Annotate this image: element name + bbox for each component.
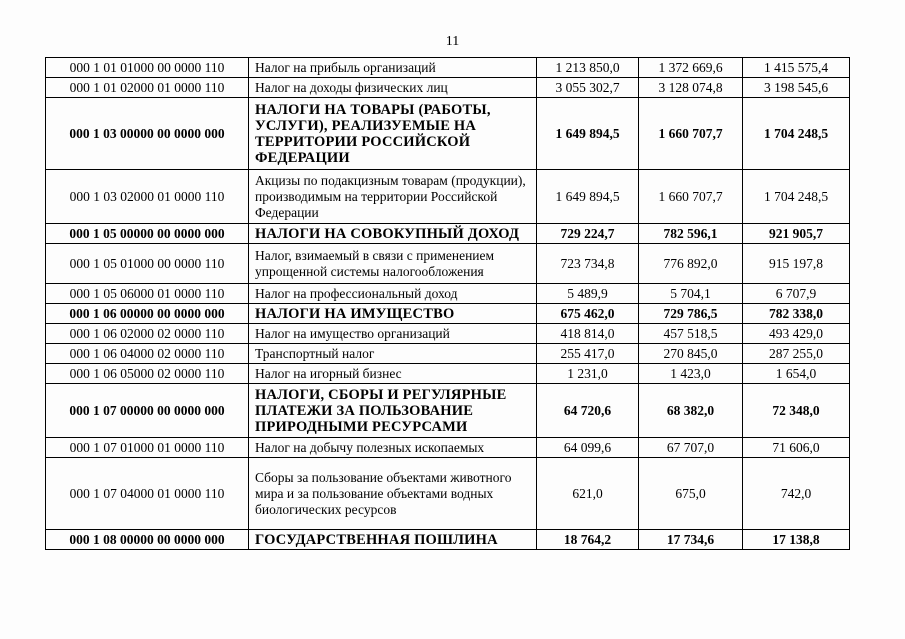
row-value-3: 782 338,0 xyxy=(743,304,850,324)
row-value-3: 1 654,0 xyxy=(743,364,850,384)
row-code: 000 1 06 04000 02 0000 110 xyxy=(46,344,249,364)
row-value-2: 675,0 xyxy=(639,458,743,530)
row-name: Налог на прибыль организаций xyxy=(249,58,537,78)
row-value-1: 1 231,0 xyxy=(537,364,639,384)
row-name: Налог на имущество организаций xyxy=(249,324,537,344)
table-row xyxy=(46,364,850,384)
row-value-3: 1 415 575,4 xyxy=(743,58,850,78)
row-code: 000 1 01 01000 00 0000 110 xyxy=(46,58,249,78)
row-value-2: 1 372 669,6 xyxy=(639,58,743,78)
table-row xyxy=(46,284,850,304)
row-value-2: 68 382,0 xyxy=(639,384,743,438)
table-row xyxy=(46,78,850,98)
row-value-2: 457 518,5 xyxy=(639,324,743,344)
row-value-2: 1 660 707,7 xyxy=(639,98,743,170)
row-name: НАЛОГИ НА СОВОКУПНЫЙ ДОХОД xyxy=(249,224,537,244)
table-row xyxy=(46,304,850,324)
table-row xyxy=(46,458,850,530)
row-value-1: 64 099,6 xyxy=(537,438,639,458)
table-row xyxy=(46,324,850,344)
table-row xyxy=(46,384,850,438)
row-value-3: 287 255,0 xyxy=(743,344,850,364)
row-code: 000 1 05 06000 01 0000 110 xyxy=(46,284,249,304)
row-code: 000 1 06 05000 02 0000 110 xyxy=(46,364,249,384)
row-value-3: 1 704 248,5 xyxy=(743,98,850,170)
row-name: Налог на профессиональный доход xyxy=(249,284,537,304)
row-value-3: 921 905,7 xyxy=(743,224,850,244)
row-code: 000 1 03 00000 00 0000 000 xyxy=(46,98,249,170)
row-code: 000 1 07 04000 01 0000 110 xyxy=(46,458,249,530)
row-code: 000 1 06 00000 00 0000 000 xyxy=(46,304,249,324)
row-value-1: 18 764,2 xyxy=(537,530,639,550)
row-value-1: 255 417,0 xyxy=(537,344,639,364)
row-value-1: 1 649 894,5 xyxy=(537,98,639,170)
table-row xyxy=(46,98,850,170)
row-value-1: 3 055 302,7 xyxy=(537,78,639,98)
row-value-2: 782 596,1 xyxy=(639,224,743,244)
table-row xyxy=(46,170,850,224)
row-name: Налог на добычу полезных ископаемых xyxy=(249,438,537,458)
row-value-3: 3 198 545,6 xyxy=(743,78,850,98)
row-code: 000 1 08 00000 00 0000 000 xyxy=(46,530,249,550)
row-name: Налог на доходы физических лиц xyxy=(249,78,537,98)
table-row xyxy=(46,244,850,284)
row-code: 000 1 01 02000 01 0000 110 xyxy=(46,78,249,98)
row-value-2: 729 786,5 xyxy=(639,304,743,324)
row-value-2: 776 892,0 xyxy=(639,244,743,284)
row-value-3: 71 606,0 xyxy=(743,438,850,458)
row-value-2: 67 707,0 xyxy=(639,438,743,458)
row-code: 000 1 05 01000 00 0000 110 xyxy=(46,244,249,284)
row-value-2: 5 704,1 xyxy=(639,284,743,304)
table-row xyxy=(46,58,850,78)
row-value-3: 742,0 xyxy=(743,458,850,530)
row-value-3: 17 138,8 xyxy=(743,530,850,550)
row-value-3: 72 348,0 xyxy=(743,384,850,438)
row-name: НАЛОГИ НА ИМУЩЕСТВО xyxy=(249,304,537,324)
row-code: 000 1 07 01000 01 0000 110 xyxy=(46,438,249,458)
page-number: 11 xyxy=(445,34,460,49)
row-value-1: 675 462,0 xyxy=(537,304,639,324)
row-code: 000 1 05 00000 00 0000 000 xyxy=(46,224,249,244)
row-value-2: 270 845,0 xyxy=(639,344,743,364)
row-value-3: 6 707,9 xyxy=(743,284,850,304)
row-name: ГОСУДАРСТВЕННАЯ ПОШЛИНА xyxy=(249,530,537,550)
row-code: 000 1 03 02000 01 0000 110 xyxy=(46,170,249,224)
table-row xyxy=(46,344,850,364)
row-value-1: 5 489,9 xyxy=(537,284,639,304)
row-value-2: 1 660 707,7 xyxy=(639,170,743,224)
row-name: НАЛОГИ, СБОРЫ И РЕГУЛЯРНЫЕ ПЛАТЕЖИ ЗА ПОЛЬЗОВАНИЕ ПРИРОДНЫМИ РЕСУРСАМИ xyxy=(249,384,537,438)
row-value-3: 493 429,0 xyxy=(743,324,850,344)
table-row xyxy=(46,438,850,458)
row-value-2: 3 128 074,8 xyxy=(639,78,743,98)
row-value-2: 1 423,0 xyxy=(639,364,743,384)
row-value-1: 723 734,8 xyxy=(537,244,639,284)
row-name: Акцизы по подакцизным товарам (продукции), производимым на территории Российской Федерации xyxy=(249,170,537,224)
row-value-1: 64 720,6 xyxy=(537,384,639,438)
row-value-3: 915 197,8 xyxy=(743,244,850,284)
row-name: Налог на игорный бизнес xyxy=(249,364,537,384)
row-value-1: 621,0 xyxy=(537,458,639,530)
row-name: Налог, взимаемый в связи с применением упрощенной системы налогообложения xyxy=(249,244,537,284)
row-value-1: 418 814,0 xyxy=(537,324,639,344)
row-value-1: 729 224,7 xyxy=(537,224,639,244)
table-row xyxy=(46,224,850,244)
row-value-1: 1 649 894,5 xyxy=(537,170,639,224)
revenue-table xyxy=(45,57,850,550)
row-name: Сборы за пользование объектами животного мира и за пользование объектами водных биологических ресурсов xyxy=(249,458,537,530)
row-code: 000 1 07 00000 00 0000 000 xyxy=(46,384,249,438)
row-name: НАЛОГИ НА ТОВАРЫ (РАБОТЫ, УСЛУГИ), РЕАЛИЗУЕМЫЕ НА ТЕРРИТОРИИ РОССИЙСКОЙ ФЕДЕРАЦИИ xyxy=(249,98,537,170)
row-name: Транспортный налог xyxy=(249,344,537,364)
row-value-1: 1 213 850,0 xyxy=(537,58,639,78)
row-code: 000 1 06 02000 02 0000 110 xyxy=(46,324,249,344)
row-value-3: 1 704 248,5 xyxy=(743,170,850,224)
row-value-2: 17 734,6 xyxy=(639,530,743,550)
table-row xyxy=(46,530,850,550)
